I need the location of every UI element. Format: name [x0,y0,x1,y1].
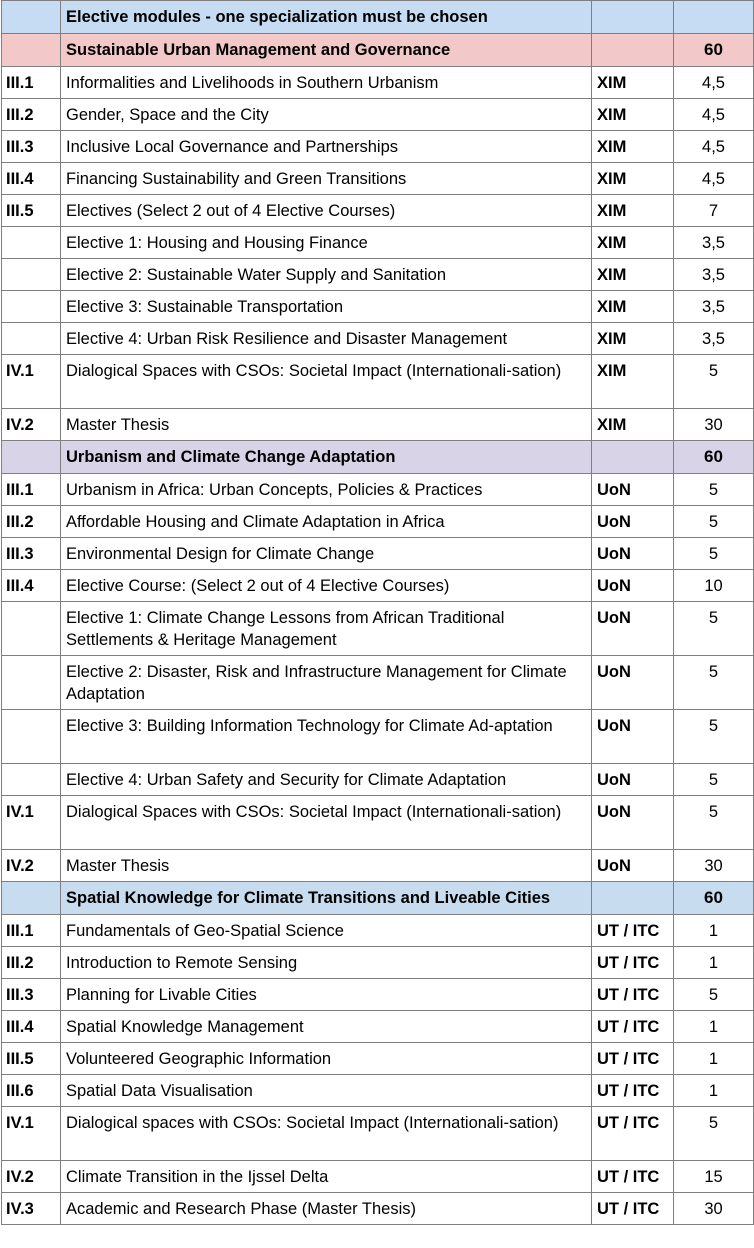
module-institution: UT / ITC [592,915,674,947]
module-title: Informalities and Livelihoods in Southern Urbanism [61,67,592,99]
module-institution: UT / ITC [592,947,674,979]
section-header-row [2,34,754,67]
module-credits: 3,5 [674,259,754,291]
module-title: Elective 4: Urban Safety and Security for Climate Adaptation [61,764,592,796]
table-row [2,602,754,656]
table-row [2,131,754,163]
module-number: III.1 [2,67,61,99]
module-institution: XIM [592,67,674,99]
section-blank-cell [592,882,674,915]
module-credits: 5 [674,602,754,656]
module-number: III.2 [2,99,61,131]
header-blank-cell [674,1,754,34]
module-title: Elective 3: Building Information Technology for Climate Ad-aptation [61,710,592,764]
module-title: Master Thesis [61,409,592,441]
module-credits: 1 [674,1043,754,1075]
module-institution: XIM [592,227,674,259]
table-row [2,1107,754,1161]
module-title: Elective 4: Urban Risk Resilience and Disaster Management [61,323,592,355]
module-number: III.1 [2,915,61,947]
module-number: IV.1 [2,1107,61,1161]
module-institution: XIM [592,355,674,409]
module-title: Environmental Design for Climate Change [61,538,592,570]
table-row [2,1193,754,1225]
table-row [2,259,754,291]
module-institution: UoN [592,602,674,656]
table-row [2,506,754,538]
module-number [2,656,61,710]
module-institution: UoN [592,764,674,796]
module-title: Affordable Housing and Climate Adaptation in Africa [61,506,592,538]
module-credits: 7 [674,195,754,227]
section-title: Urbanism and Climate Change Adaptation [61,441,592,474]
table-row [2,1161,754,1193]
module-number [2,259,61,291]
module-institution: UoN [592,506,674,538]
module-title: Planning for Livable Cities [61,979,592,1011]
module-number: IV.2 [2,409,61,441]
module-institution: UT / ITC [592,979,674,1011]
module-number [2,710,61,764]
section-blank-cell [2,882,61,915]
module-institution: XIM [592,323,674,355]
header-blank-cell [592,1,674,34]
table-row [2,1043,754,1075]
table-header-row [2,1,754,34]
module-credits: 4,5 [674,67,754,99]
module-number: IV.2 [2,850,61,882]
section-header-row [2,441,754,474]
module-number: III.3 [2,131,61,163]
module-credits: 30 [674,1193,754,1225]
table-row [2,947,754,979]
table-row [2,1011,754,1043]
section-blank-cell [592,441,674,474]
module-title: Fundamentals of Geo-Spatial Science [61,915,592,947]
module-institution: XIM [592,99,674,131]
module-credits: 5 [674,474,754,506]
section-title: Spatial Knowledge for Climate Transitions and Liveable Cities [61,882,592,915]
module-institution: UoN [592,538,674,570]
module-title: Urbanism in Africa: Urban Concepts, Policies & Practices [61,474,592,506]
module-institution: UT / ITC [592,1043,674,1075]
module-title: Inclusive Local Governance and Partnerships [61,131,592,163]
module-number: III.6 [2,1075,61,1107]
module-number [2,764,61,796]
section-blank-cell [2,441,61,474]
module-credits: 1 [674,1075,754,1107]
module-credits: 30 [674,850,754,882]
section-credits: 60 [674,882,754,915]
module-institution: XIM [592,409,674,441]
module-credits: 5 [674,355,754,409]
module-number: IV.3 [2,1193,61,1225]
section-header-row [2,882,754,915]
module-institution: UoN [592,710,674,764]
module-title: Academic and Research Phase (Master Thesis) [61,1193,592,1225]
module-number [2,602,61,656]
module-number: III.5 [2,195,61,227]
module-title: Dialogical Spaces with CSOs: Societal Impact (Internationali-sation) [61,796,592,850]
module-number: III.3 [2,538,61,570]
table-row [2,656,754,710]
header-blank-cell [2,1,61,34]
module-title: Dialogical spaces with CSOs: Societal Impact (Internationali-sation) [61,1107,592,1161]
table-row [2,409,754,441]
module-credits: 5 [674,710,754,764]
module-title: Elective 3: Sustainable Transportation [61,291,592,323]
module-title: Introduction to Remote Sensing [61,947,592,979]
module-credits: 5 [674,1107,754,1161]
table-row [2,99,754,131]
module-title: Spatial Data Visualisation [61,1075,592,1107]
module-credits: 1 [674,947,754,979]
table-row [2,474,754,506]
section-title: Sustainable Urban Management and Governance [61,34,592,67]
section-credits: 60 [674,441,754,474]
elective-modules-table [1,0,754,1225]
module-institution: UT / ITC [592,1107,674,1161]
module-institution: UT / ITC [592,1075,674,1107]
module-number: IV.1 [2,355,61,409]
module-institution: XIM [592,195,674,227]
module-title: Elective 1: Housing and Housing Finance [61,227,592,259]
module-institution: UoN [592,474,674,506]
module-institution: UoN [592,570,674,602]
module-credits: 15 [674,1161,754,1193]
module-number: III.1 [2,474,61,506]
table-row [2,67,754,99]
module-credits: 5 [674,538,754,570]
module-institution: UT / ITC [592,1161,674,1193]
module-title: Master Thesis [61,850,592,882]
module-title: Elective 2: Disaster, Risk and Infrastructure Management for Climate Adaptation [61,656,592,710]
table-row [2,163,754,195]
table-row [2,915,754,947]
module-number: III.2 [2,506,61,538]
module-number: III.3 [2,979,61,1011]
module-credits: 4,5 [674,131,754,163]
module-number [2,323,61,355]
module-credits: 5 [674,979,754,1011]
module-credits: 3,5 [674,291,754,323]
module-credits: 3,5 [674,323,754,355]
table-row [2,538,754,570]
module-number: IV.1 [2,796,61,850]
table-row [2,710,754,764]
table-row [2,323,754,355]
module-title: Volunteered Geographic Information [61,1043,592,1075]
module-credits: 1 [674,915,754,947]
table-row [2,355,754,409]
module-title: Spatial Knowledge Management [61,1011,592,1043]
table-row [2,1075,754,1107]
table-row [2,764,754,796]
module-number: III.4 [2,163,61,195]
module-number: III.4 [2,1011,61,1043]
module-number: III.5 [2,1043,61,1075]
table-row [2,227,754,259]
module-credits: 10 [674,570,754,602]
module-title: Financing Sustainability and Green Transitions [61,163,592,195]
section-blank-cell [2,34,61,67]
module-institution: UT / ITC [592,1193,674,1225]
module-number [2,227,61,259]
module-credits: 5 [674,796,754,850]
module-institution: UT / ITC [592,1011,674,1043]
module-institution: XIM [592,259,674,291]
table-row [2,570,754,602]
table-row [2,796,754,850]
module-institution: XIM [592,163,674,195]
table-row [2,850,754,882]
module-institution: XIM [592,131,674,163]
module-number: IV.2 [2,1161,61,1193]
module-credits: 5 [674,764,754,796]
module-number: III.4 [2,570,61,602]
module-number [2,291,61,323]
module-title: Elective 2: Sustainable Water Supply and Sanitation [61,259,592,291]
module-credits: 1 [674,1011,754,1043]
module-credits: 5 [674,656,754,710]
module-number: III.2 [2,947,61,979]
module-institution: UoN [592,656,674,710]
section-blank-cell [592,34,674,67]
table-row [2,979,754,1011]
module-institution: UoN [592,796,674,850]
module-credits: 3,5 [674,227,754,259]
module-title: Elective 1: Climate Change Lessons from African Traditional Settlements & Heritage Management [61,602,592,656]
module-credits: 4,5 [674,99,754,131]
table-row [2,291,754,323]
module-title: Climate Transition in the Ijssel Delta [61,1161,592,1193]
module-credits: 5 [674,506,754,538]
module-institution: XIM [592,291,674,323]
module-credits: 4,5 [674,163,754,195]
module-title: Gender, Space and the City [61,99,592,131]
module-title: Elective Course: (Select 2 out of 4 Elective Courses) [61,570,592,602]
section-credits: 60 [674,34,754,67]
module-institution: UoN [592,850,674,882]
module-credits: 30 [674,409,754,441]
module-title: Dialogical Spaces with CSOs: Societal Impact (Internationali-sation) [61,355,592,409]
table-row [2,195,754,227]
table-title: Elective modules - one specialization must be chosen [61,1,592,34]
module-title: Electives (Select 2 out of 4 Elective Courses) [61,195,592,227]
